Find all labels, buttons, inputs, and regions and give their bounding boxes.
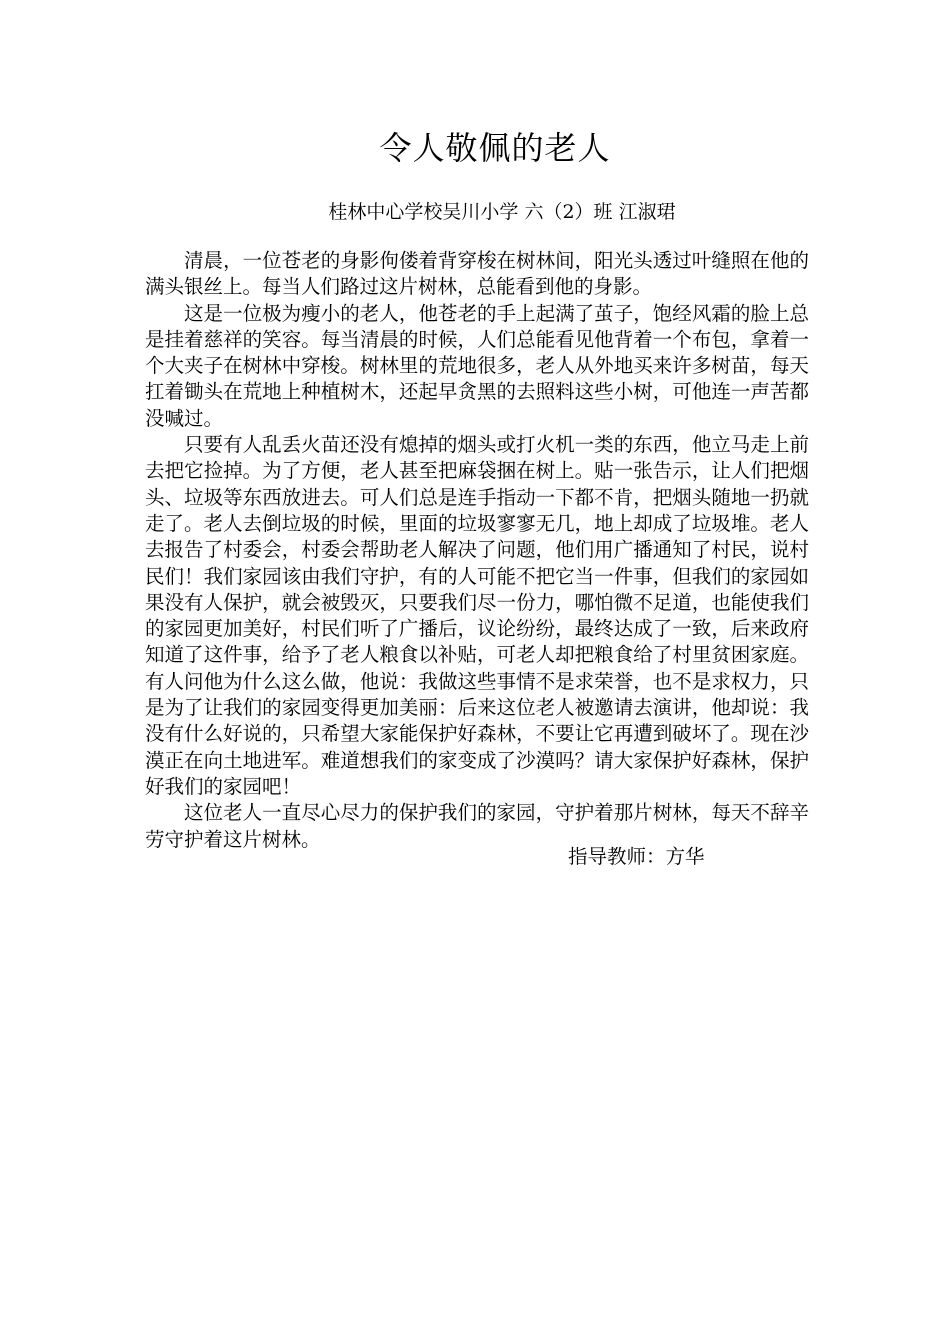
- paragraph-3: 只要有人乱丢火苗还没有熄掉的烟头或打火机一类的东西，他立马走上前去把它捡掉。为了方便，老人甚至把麻袋捆在树上。贴一张告示，让人们把烟头、垃圾等东西放进去。可人们总是连手指动一下都不肯，把烟头随地一扔就走了。老人去倒垃圾的时候，里面的垃圾寥寥无几，地上却成了垃圾堆。老人去报告了村委会，村委会帮助老人解决了问题，他们用广播通知了村民，说村民们！我们家园该由我们守护，有的人可能不把它当一件事，但我们的家园如果没有人保护，就会被毁灭，只要我们尽一份力，哪怕微不足道，也能使我们的家园更加美好，村民们听了广播后，议论纷纷，最终达成了一致，后来政府知道了这件事，给予了老人粮食以补贴，可老人却把粮食给了村里贫困家庭。有人问他为什么这么做，他说：我做这些事情不是求荣誉，也不是求权力，只是为了让我们的家园变得更加美丽：后来这位老人被邀请去演讲，他却说：我没有什么好说的，只希望大家能保护好森林，不要让它再遭到破坏了。现在沙漠正在向土地进军。难道想我们的家变成了沙漠吗？请大家保护好森林，保护好我们的家园吧！: [145, 433, 809, 798]
- document-subtitle: 桂林中心学校吴川小学 六（2）班 江淑珺: [328, 201, 676, 223]
- teacher-signature: 指导教师：方华: [568, 845, 705, 868]
- document-body: [145, 248, 809, 853]
- paragraph-1: 清晨，一位苍老的身影佝偻着背穿梭在树林间，阳光头透过叶缝照在他的满头银丝上。每当人们路过这片树林，总能看到他的身影。: [145, 249, 809, 299]
- paragraph-4: 这位老人一直尽心尽力的保护我们的家园，守护着那片树林，每天不辞辛劳守护着这片树林。: [145, 801, 809, 851]
- document-title: 令人敬佩的老人: [379, 129, 611, 167]
- paragraph-2: 这是一位极为瘦小的老人，他苍老的手上起满了茧子，饱经风霜的脸上总是挂着慈祥的笑容。每当清晨的时候，人们总能看见他背着一个布包，拿着一个大夹子在树林中穿梭。树林里的荒地很多，老人从外地买来许多树苗，每天扛着锄头在荒地上种植树木，还起早贪黑的去照料这些小树，可他连一声苦都没喊过。: [145, 301, 809, 430]
